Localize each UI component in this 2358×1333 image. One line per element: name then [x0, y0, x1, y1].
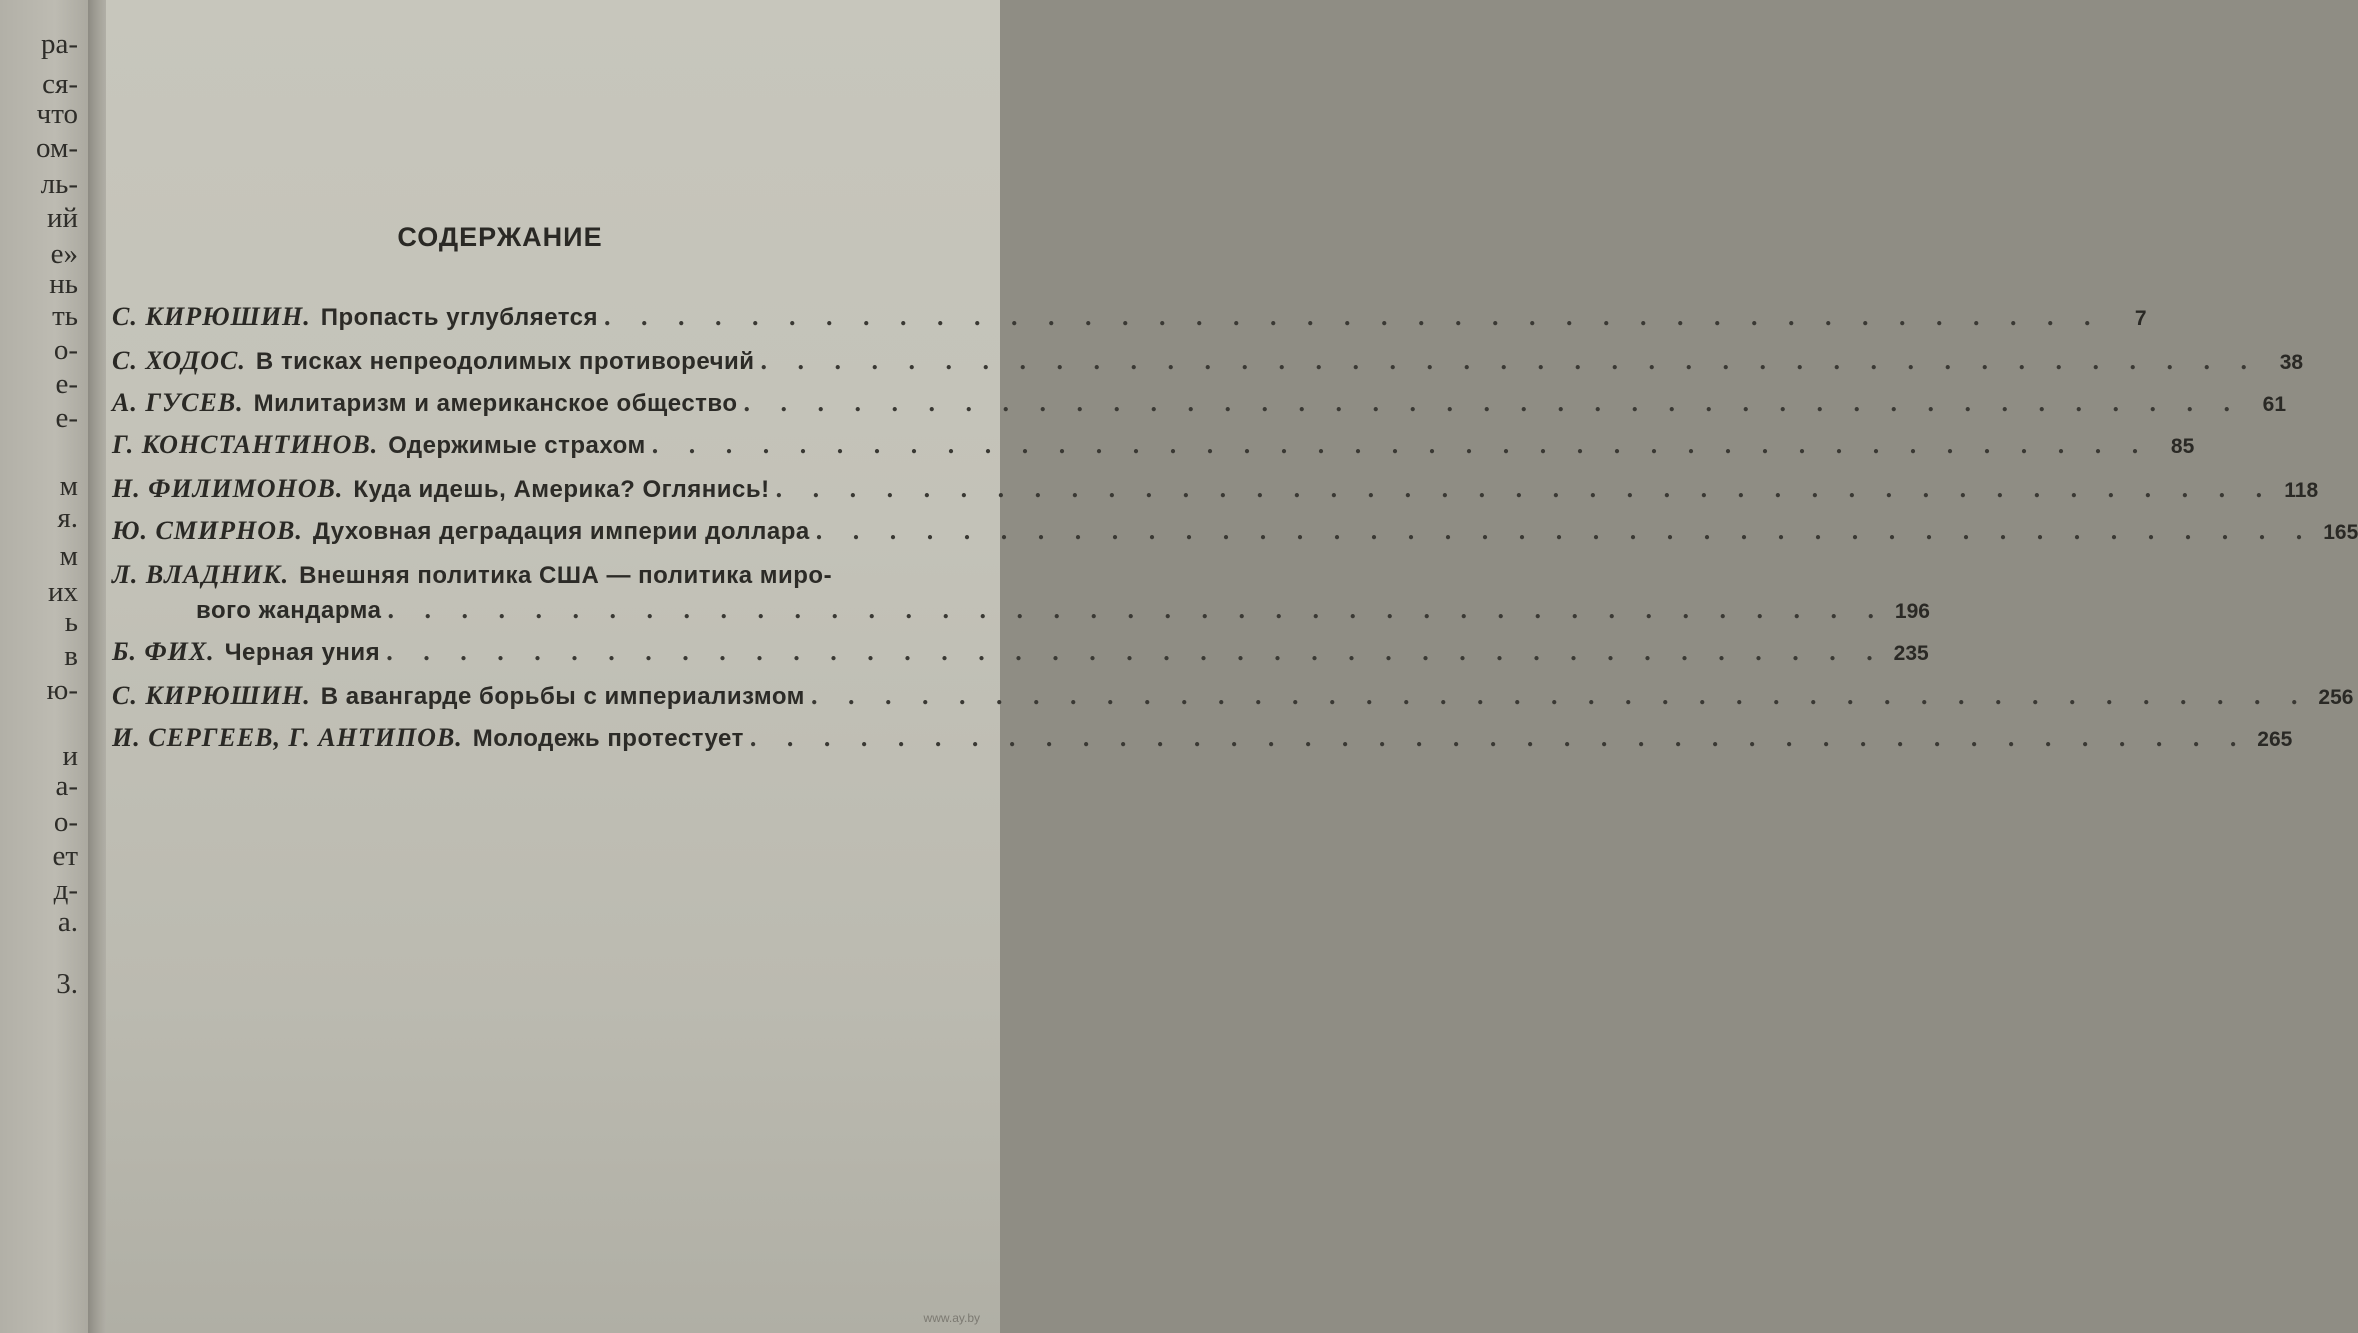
toc-page-number: 235	[1893, 642, 1929, 665]
toc-entry	[112, 386, 2287, 422]
toc-page-number: 118	[2284, 479, 2319, 502]
dot-leader: . . . . . . . . . . . . . . . . . . . . . . . . . . . . . . . . . . . . . . . . .	[386, 637, 1885, 666]
toc-entry	[112, 679, 2354, 715]
left-page-line: ра-	[40, 28, 78, 60]
left-page-line: их	[47, 576, 78, 608]
left-page-line: м	[59, 470, 78, 502]
toc-author: Г. КОНСТАНТИНОВ.	[112, 430, 379, 459]
toc-entry	[112, 344, 2304, 380]
left-page-line: ь	[64, 606, 78, 638]
toc-author: С. ХОДОС.	[112, 346, 246, 375]
left-page-line: е-	[55, 368, 78, 400]
toc-title: В авангарде борьбы с империализмом	[320, 683, 805, 710]
toc-title: Куда идешь, Америка? Оглянись!	[353, 476, 770, 503]
toc-title: Духовная деградация империи доллара	[312, 518, 810, 545]
left-page-line: д-	[53, 874, 78, 906]
toc-title: Милитаризм и американское общество	[253, 390, 738, 417]
toc-title: Черная уния	[224, 639, 381, 666]
toc-author: Б. ФИХ.	[112, 637, 215, 666]
left-page-line: и	[62, 740, 78, 772]
toc-entry	[112, 514, 2358, 550]
left-page-line: е-	[55, 402, 78, 434]
toc-title: Пропасть углубляется	[320, 304, 599, 331]
toc-author: С. КИРЮШИН.	[112, 302, 311, 331]
toc-author: И. СЕРГЕЕВ, Г. АНТИПОВ.	[112, 723, 463, 752]
toc-entry	[112, 472, 2319, 508]
dot-leader: . . . . . . . . . . . . . . . . . . . . . . . . . . . . . . . . . . . . . . . . .	[775, 474, 2275, 503]
dot-leader: . . . . . . . . . . . . . . . . . . . . . . . . . . . . . . . . . . . . . . . . .	[810, 681, 2310, 710]
toc-page-number: 265	[2257, 728, 2293, 751]
left-page-line: ий	[46, 202, 78, 234]
left-page-line: в	[64, 640, 78, 672]
watermark: www.ay.by	[923, 1311, 980, 1325]
toc-entry	[112, 635, 1929, 671]
toc-page-number: 38	[2279, 351, 2304, 374]
left-page-line: 3.	[56, 968, 78, 1000]
dot-leader: . . . . . . . . . . . . . . . . . . . . . . . . . . . . . . . . . . . . . . . . .	[604, 302, 2103, 331]
table-of-contents	[112, 300, 2358, 757]
toc-author: С. КИРЮШИН.	[112, 681, 311, 710]
toc-author: Н. ФИЛИМОНОВ.	[112, 474, 344, 503]
left-page-line: что	[36, 98, 78, 130]
left-page-line: ю-	[46, 674, 78, 706]
left-page-line: ль-	[40, 168, 78, 200]
dot-leader: . . . . . . . . . . . . . . . . . . . . . . . . . . . . . . . . . . . . . . . . .	[815, 516, 2315, 545]
toc-page-number: 256	[2318, 686, 2354, 709]
toc-author: А. ГУСЕВ.	[112, 388, 244, 417]
dot-leader: . . . . . . . . . . . . . . . . . . . . . . . . . . . . . . . . . . . . . . . . .	[749, 723, 2249, 752]
dot-leader: . . . . . . . . . . . . . . . . . . . . . . . . . . . . . . . . . . . . . . . . .	[760, 346, 2260, 375]
left-page-line: о-	[53, 334, 78, 366]
left-page-line: ся-	[42, 68, 78, 100]
toc-title: Молодежь протестует	[472, 725, 744, 752]
toc-author: Ю. СМИРНОВ.	[112, 516, 303, 545]
left-page-line: нь	[49, 268, 78, 300]
toc-page-number: 85	[2170, 435, 2195, 458]
toc-page-number: 61	[2262, 393, 2287, 416]
toc-entry	[112, 721, 2293, 757]
left-page-line: м	[59, 540, 78, 572]
left-page-line: я.	[57, 502, 78, 534]
toc-page-number: 165	[2323, 521, 2358, 544]
left-page-line: ом-	[36, 132, 78, 164]
dot-leader: . . . . . . . . . . . . . . . . . . . . . . . . . . . . . . . . . . . . . . . . .	[651, 430, 2151, 459]
dot-leader: . . . . . . . . . . . . . . . . . . . . . . . . . . . . . . . . . . . . . . . . .	[743, 388, 2243, 417]
left-page-line: ет	[52, 840, 78, 872]
left-page	[0, 0, 92, 1333]
toc-page-number: 196	[1894, 600, 1930, 623]
toc-title: Внешняя политика США — политика миро-	[299, 562, 833, 589]
dot-leader: . . . . . . . . . . . . . . . . . . . . . . . . . . . . . . . . . . . . . . . . .	[387, 595, 1886, 624]
left-page-line: ть	[52, 300, 78, 332]
left-page-line: о-	[53, 806, 78, 838]
left-page-line: а.	[57, 906, 78, 938]
toc-title: Одержимые страхом	[388, 432, 646, 459]
toc-title-continuation: вого жандарма	[196, 597, 382, 624]
contents-heading: СОДЕРЖАНИЕ	[397, 222, 603, 252]
toc-entry	[112, 300, 2147, 336]
toc-entry	[112, 558, 1930, 629]
toc-entry	[112, 428, 2195, 464]
toc-page-number: 7	[2134, 307, 2147, 330]
toc-author: Л. ВЛАДНИК.	[112, 560, 290, 589]
left-page-line: е»	[50, 238, 78, 270]
toc-title: В тисках непреодолимых противоречий	[255, 348, 755, 375]
left-page-line: а-	[55, 770, 78, 802]
